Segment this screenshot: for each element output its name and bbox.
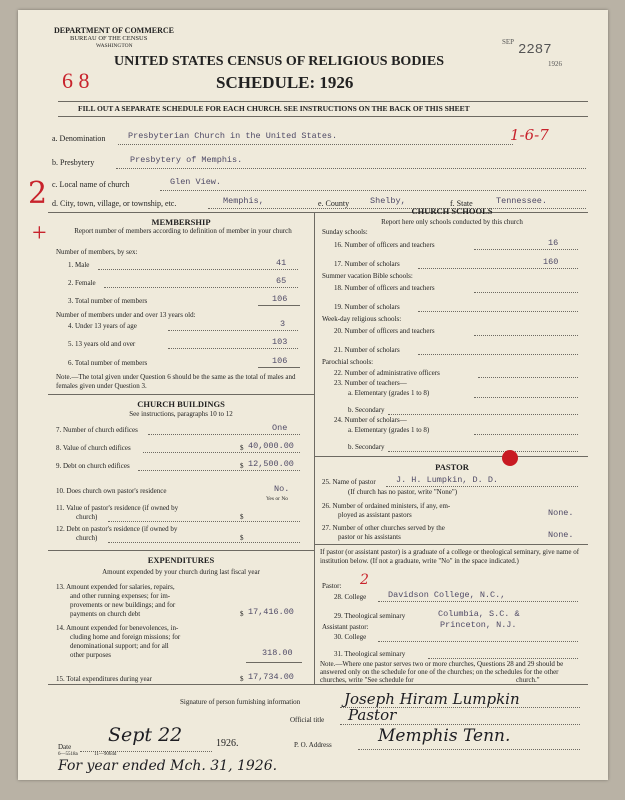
hand-right-code: 1-6-7 — [510, 126, 549, 144]
county-value: Shelby, — [370, 196, 406, 206]
q23b-label: b. Secondary — [348, 406, 385, 414]
pastor-note: Note.—Where one pastor serves two or more churches, Questions 28 and 29 should be answered only on the schedule for one of the churches; on the schedules for the other churches, write "See schedule for — [320, 660, 564, 684]
q18-line — [474, 292, 578, 293]
center-divider — [314, 212, 315, 684]
date-value: Sept 22 — [108, 724, 183, 746]
q4-label: 4. Under 13 years of age — [68, 322, 137, 330]
header-rule-2 — [58, 116, 588, 117]
signature-value: Joseph Hiram Lumpkin — [344, 690, 520, 708]
q11-label: 11. Value of pastor's residence (if owned by — [56, 504, 179, 512]
q17-label: 17. Number of scholars — [334, 260, 400, 268]
q13-label-4: payments on church debt — [70, 610, 141, 618]
q19-line — [418, 311, 578, 312]
po-address-line — [358, 749, 580, 750]
q8-label: 8. Value of church edifices — [56, 444, 131, 452]
q5-value: 103 — [272, 337, 288, 347]
date-label: Date — [58, 743, 72, 751]
q30-label: 30. College — [334, 633, 367, 641]
margin-plus-mark: + — [32, 218, 47, 247]
schools-intro: Report here only schools conducted by this church — [381, 218, 523, 226]
hand-two-mark: 2 — [360, 572, 369, 588]
department-label: DEPARTMENT OF COMMERCE — [54, 26, 175, 35]
q4-value: 3 — [280, 319, 286, 329]
q14-value: 318.00 — [262, 648, 293, 658]
po-address-label: P. O. Address — [294, 741, 332, 749]
q11-dollar: $ — [240, 513, 244, 521]
q20-line — [474, 335, 578, 336]
members-by-sex-label: Number of members, by sex: — [56, 248, 138, 256]
denomination-line — [118, 144, 513, 145]
q2-line — [104, 287, 298, 288]
q26-value: None. — [548, 508, 574, 518]
q24-label: 24. Number of scholars— — [334, 416, 407, 424]
q8-value: 40,000.00 — [248, 441, 294, 451]
q18-label: 18. Number of officers and teachers — [334, 284, 435, 292]
q10-value: No. — [274, 484, 290, 494]
q28-label: 28. College — [334, 593, 367, 601]
q5-label: 5. 13 years old and over — [68, 340, 136, 348]
schedule-title: SCHEDULE: 1926 — [216, 73, 354, 92]
q3-line — [258, 305, 300, 306]
official-title-line — [340, 724, 580, 725]
q28-line — [378, 601, 578, 602]
assistant-subhead: Assistant pastor: — [322, 623, 369, 631]
q9-line — [138, 470, 300, 471]
footer-handwritten-note: For year ended Mch. 31, 1926. — [58, 758, 278, 774]
q7-label: 7. Number of church edifices — [56, 426, 138, 434]
denomination-label: a. Denomination — [52, 134, 106, 143]
q24b-label: b. Secondary — [348, 443, 385, 451]
q20-label: 20. Number of officers and teachers — [334, 327, 435, 335]
weekday-label: Week-day religious schools: — [322, 315, 402, 323]
q3-value: 106 — [272, 294, 288, 304]
schools-bottom-rule — [314, 456, 588, 457]
q15-value: 17,734.00 — [248, 672, 294, 682]
q22-line — [478, 377, 578, 378]
q13-label-3: provements or new buildings; and for — [70, 601, 176, 609]
official-title-value: Pastor — [348, 706, 397, 724]
q6-value: 106 — [272, 356, 288, 366]
membership-title: MEMBERSHIP — [151, 217, 211, 227]
q31-line — [428, 658, 578, 659]
q21-line — [418, 354, 578, 355]
margin-number-mark: 2 — [28, 176, 48, 211]
graduate-note: If pastor (or assistant pastor) is a graduate of a college or theological seminary, give name of institution below. (If not a graduate, write "No" in the space indicated.) — [320, 548, 580, 565]
q13-label-1: 13. Amount expended for salaries, repairs, — [56, 583, 175, 591]
state-value: Tennessee. — [496, 196, 548, 206]
q9-dollar: $ — [240, 462, 244, 470]
pastor-mid-rule — [314, 544, 588, 545]
signature-top-rule — [48, 684, 588, 685]
stamp-year: 1926 — [548, 60, 562, 68]
q12-dollar: $ — [240, 534, 244, 542]
q9-label: 9. Debt on church edifices — [56, 462, 130, 470]
city-label: WASHINGTON — [96, 43, 133, 49]
q14-label-2: cluding home and foreign missions; for — [70, 633, 181, 641]
q6-label: 6. Total number of members — [68, 359, 148, 367]
official-title-label: Official title — [290, 716, 325, 724]
q14-rule — [246, 662, 302, 663]
church-name-line — [160, 190, 586, 191]
q2-label: 2. Female — [68, 279, 96, 287]
expenditures-intro: Amount expended by your church during last fiscal year — [102, 568, 260, 576]
q13-dollar: $ — [240, 610, 244, 618]
city-town-value: Memphis, — [223, 196, 264, 206]
q14-label-1: 14. Amount expended for benevolences, in- — [56, 624, 179, 632]
print-code: 6—5518a — [58, 752, 78, 757]
q21-label: 21. Number of scholars — [334, 346, 400, 354]
form-title: UNITED STATES CENSUS OF RELIGIOUS BODIES — [114, 54, 445, 69]
date-year: 1926. — [216, 738, 239, 749]
q31-label: 31. Theological seminary — [334, 650, 406, 658]
vacation-label: Summer vacation Bible schools: — [322, 272, 413, 280]
print-code-2: 11—9064d — [94, 752, 117, 757]
q5-line — [168, 348, 298, 349]
presbytery-value: Presbytery of Memphis. — [130, 155, 243, 165]
instructions-line: FILL OUT A SEPARATE SCHEDULE FOR EACH CHURCH. SEE INSTRUCTIONS ON THE BACK OF THIS SHEET — [78, 104, 470, 113]
q1-label: 1. Male — [68, 261, 90, 269]
schools-title: CHURCH SCHOOLS — [411, 206, 493, 216]
buildings-title: CHURCH BUILDINGS — [137, 399, 225, 409]
q27-value: None. — [548, 530, 574, 540]
q6-line — [258, 367, 300, 368]
q12-label-2: church) — [76, 534, 98, 542]
hand-code-red: 6 8 — [62, 68, 90, 93]
q22-label: 22. Number of administrative officers — [334, 369, 440, 377]
q29-value-2: Princeton, N.J. — [440, 620, 517, 630]
q29-value-1: Columbia, S.C. & — [438, 609, 520, 619]
county-label: e. County — [318, 199, 350, 208]
q23a-label: a. Elementary (grades 1 to 8) — [348, 389, 430, 397]
q14-label-4: other purposes — [70, 651, 112, 659]
denomination-value: Presbyterian Church in the United States. — [128, 131, 338, 141]
q24a-line — [474, 434, 578, 435]
q27-label-2: pastor or his assistants — [338, 533, 401, 541]
q25-note: (If church has no pastor, write "None") — [348, 488, 458, 496]
buildings-bottom-rule — [48, 550, 314, 551]
q24a-label: a. Elementary (grades 1 to 8) — [348, 426, 430, 434]
q28-value: Davidson College, N.C., — [388, 590, 506, 600]
q1-line — [98, 269, 298, 270]
q10-label: 10. Does church own pastor's residence — [56, 487, 167, 495]
q14-label-3: denominational support; and for all — [70, 642, 169, 650]
q7-line — [148, 434, 300, 435]
state-label: f. State — [450, 199, 473, 208]
q13-label-2: and other running expenses; for im- — [70, 592, 171, 600]
q26-label-2: ployed as assistant pastors — [338, 511, 412, 519]
header-rule — [58, 101, 588, 102]
q30-line — [378, 641, 578, 642]
pastor-note-end: church." — [516, 676, 540, 684]
q29-label: 29. Theological seminary — [334, 612, 406, 620]
q15-label: 15. Total expenditures during year — [56, 675, 152, 683]
q12-label: 12. Debt on pastor's residence (if owned by — [56, 525, 178, 533]
q8-line — [143, 452, 300, 453]
q16-label: 16. Number of officers and teachers — [334, 241, 435, 249]
bureau-label: BUREAU OF THE CENSUS — [70, 35, 148, 42]
q25-line — [386, 486, 578, 487]
q15-dollar: $ — [240, 675, 244, 683]
age-intro-label: Number of members under and over 13 years old: — [56, 311, 196, 319]
stamp-month: SEP — [502, 38, 515, 46]
church-name-value: Glen View. — [170, 177, 222, 187]
pastor-subhead: Pastor: — [322, 582, 342, 590]
q1-value: 41 — [276, 258, 287, 268]
church-name-label: c. Local name of church — [52, 180, 130, 189]
q4-line — [168, 330, 298, 331]
q11-label-2: church) — [76, 513, 98, 521]
membership-note: Note.—The total given under Question 6 should be the same as the total of males and females given under Question 3. — [56, 373, 296, 390]
sunday-label: Sunday schools: — [322, 228, 368, 236]
q17-line — [418, 268, 578, 269]
q19-label: 19. Number of scholars — [334, 303, 400, 311]
membership-bottom-rule — [48, 394, 314, 395]
q9-value: 12,500.00 — [248, 459, 294, 469]
q23-label: 23. Number of teachers— — [334, 379, 407, 387]
census-schedule-form — [18, 10, 608, 780]
po-address-value: Memphis Tenn. — [378, 726, 511, 746]
q25-value: J. H. Lumpkin, D. D. — [396, 475, 499, 485]
q12-line — [108, 542, 300, 543]
membership-intro: Report number of members according to definition of member in your church — [74, 227, 292, 235]
q27-label-1: 27. Number of other churches served by the — [322, 524, 445, 532]
parochial-label: Parochial schools: — [322, 358, 374, 366]
city-town-label: d. City, town, village, or township, etc. — [52, 199, 177, 208]
presbytery-label: b. Presbytery — [52, 158, 95, 167]
q23b-line — [388, 414, 578, 415]
q8-dollar: $ — [240, 444, 244, 452]
q23a-line — [474, 397, 578, 398]
q17-value: 160 — [543, 257, 559, 267]
red-seal-dot — [502, 450, 518, 466]
stamp-number: 2287 — [518, 42, 552, 58]
pastor-title: PASTOR — [435, 462, 469, 472]
q25-label: 25. Name of pastor — [322, 478, 376, 486]
signature-label: Signature of person furnishing information — [180, 698, 301, 706]
q16-value: 16 — [548, 238, 559, 248]
q24b-line — [388, 451, 578, 452]
yes-no-caption: Yes or No — [266, 496, 289, 502]
q11-line — [108, 521, 300, 522]
q26-label-1: 26. Number of ordained ministers, if any, em- — [322, 502, 451, 510]
buildings-intro: See instructions, paragraphs 10 to 12 — [129, 410, 233, 418]
q3-label: 3. Total number of members — [68, 297, 148, 305]
expenditures-title: EXPENDITURES — [147, 555, 215, 565]
presbytery-line — [116, 168, 586, 169]
q13-value: 17,416.00 — [248, 607, 294, 617]
q16-line — [474, 249, 578, 250]
q7-value: One — [272, 423, 288, 433]
q2-value: 65 — [276, 276, 287, 286]
